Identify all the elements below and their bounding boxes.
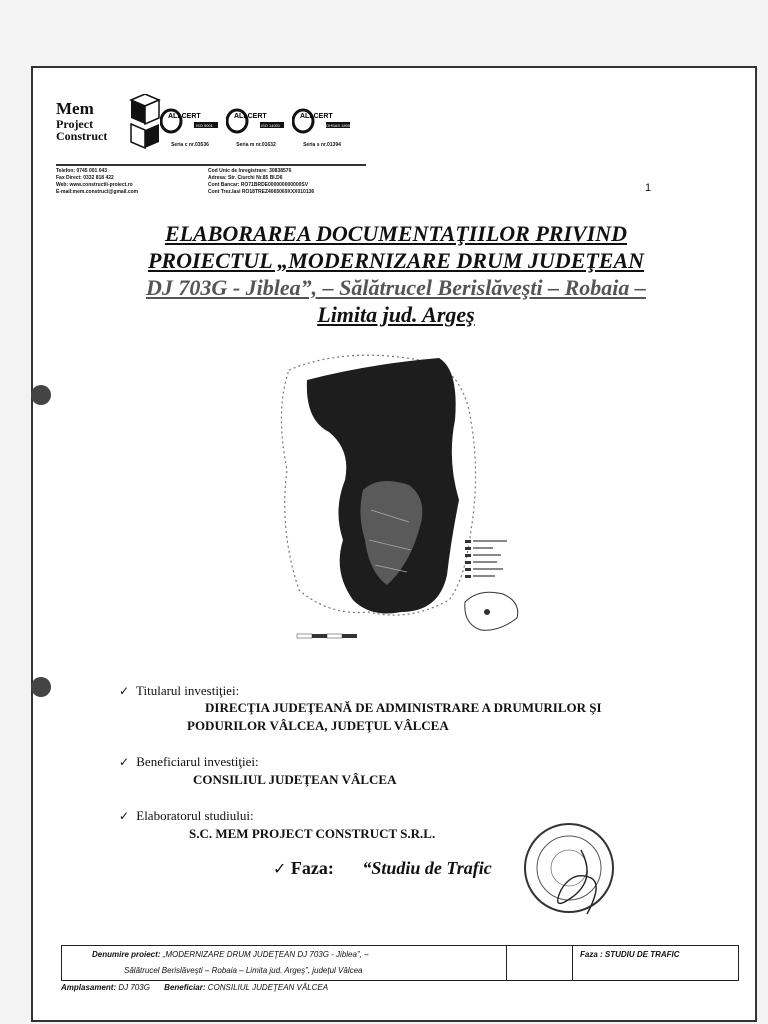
faza-value: “Studiu de Trafic (362, 858, 492, 878)
title-line-2: PROIECTUL „MODERNIZARE DRUM JUDEŢEAN (147, 248, 645, 273)
page-number: 1 (645, 182, 652, 194)
footer-beneficiar-label: Beneficiar: (164, 983, 206, 992)
cert-iso14001 (226, 108, 286, 148)
footer-denumire-label: Denumire proiect: (92, 950, 161, 959)
title-line-1: ELABORAREA DOCUMENTAŢIILOR PRIVIND (164, 221, 628, 246)
header-divider (56, 164, 366, 166)
footer-denumire-line-2: Sălătrucel Berislăveşti – Robaia – Limita jud. Argeş”, judeţul Vâlcea (124, 966, 363, 975)
svg-text:ALLCERT: ALLCERT (300, 113, 333, 120)
company-logo-text (56, 100, 107, 143)
contact-web: Web: www.constructii-proiect.ro (56, 182, 133, 188)
check-icon: ✓ (119, 809, 130, 823)
titular-value-line-1: DIRECŢIA JUDEŢEANĂ DE ADMINISTRARE A DRUMURILOR ŞI (205, 700, 602, 715)
section-label: Beneficiarul investiţiei: (136, 754, 259, 769)
check-icon: ✓ (273, 859, 287, 878)
cert-series: Seria m nr.01632 (236, 142, 276, 148)
logo-line-1: Mem (56, 99, 94, 118)
punch-hole (31, 677, 51, 697)
footer-table (61, 945, 739, 981)
svg-text:ALLCERT: ALLCERT (234, 113, 267, 120)
certifications (160, 108, 352, 148)
title-line-4: Limita jud. Argeş (317, 302, 475, 327)
svg-text:ISO 9001: ISO 9001 (196, 123, 213, 128)
section-label: Titularul investiţiei: (136, 683, 240, 698)
footer-denumire (92, 950, 369, 959)
footer-amplasament-value: DJ 703G (118, 983, 150, 992)
check-icon: ✓ (119, 684, 130, 698)
cert-iso9001 (160, 108, 220, 148)
elaborator-value: S.C. MEM PROJECT CONSTRUCT S.R.L. (189, 826, 436, 841)
mem-logo-cube-icon (127, 94, 163, 154)
footer-amplasament-label: Amplasament: (61, 983, 117, 992)
svg-text:ALLCERT: ALLCERT (168, 113, 201, 120)
footer-beneficiar-value: CONSILIUL JUDEŢEAN VÂLCEA (207, 983, 329, 992)
footer-denumire-line-1: „MODERNIZARE DRUM JUDEŢEAN DJ 703G - Jiblea”, – (162, 950, 369, 959)
section-label: Elaboratorul studiului: (136, 808, 254, 823)
cert-series: Seria c nr.03536 (171, 142, 209, 148)
footer-divider (572, 946, 573, 980)
allcert-badge-icon (226, 108, 286, 134)
contact-bank: Cont Bancar: RO71BRDE000000000000SV (208, 182, 309, 188)
logo-line-3: Construct (56, 129, 108, 144)
allcert-badge-icon (292, 108, 352, 134)
contact-left (56, 168, 138, 196)
contact-cui: Cod Unic de Inregistrare: 30838576 (208, 168, 292, 174)
section-elaborator (119, 808, 254, 824)
svg-text:ISO 14001: ISO 14001 (261, 123, 281, 128)
faza-line (273, 858, 492, 879)
contact-phone: Telefon: 0745 001 043 (56, 168, 108, 174)
letterhead (42, 78, 372, 198)
footer-faza: Faza : STUDIU DE TRAFIC (580, 950, 680, 959)
logo-line-2: Project (56, 116, 94, 131)
check-icon: ✓ (119, 755, 130, 769)
section-beneficiar (119, 754, 259, 770)
contact-right (208, 168, 314, 196)
cert-series: Seria s nr.01394 (303, 142, 341, 148)
county-map-image (259, 350, 519, 650)
svg-text:OHSAS 18001: OHSAS 18001 (326, 123, 352, 128)
beneficiar-value: CONSILIUL JUDEŢEAN VÂLCEA (193, 772, 397, 787)
map-legend (465, 540, 507, 578)
footer-amplasament-line (61, 983, 328, 992)
allcert-badge-icon (160, 108, 220, 134)
company-stamp-image (521, 820, 617, 916)
faza-label: Faza: (290, 858, 334, 878)
section-titular (119, 683, 239, 699)
contact-email: E-mail:mem.construct@gmail.com (56, 189, 139, 195)
contact-address: Adresa: Str. Ciurchi Nr.85 Bl.D6 (208, 175, 283, 181)
contact-treasury: Cont Trez.Iasi RO18TREZ4065069XXX010136 (208, 189, 315, 195)
footer-divider (506, 946, 507, 980)
document-page (31, 66, 757, 1022)
punch-hole (31, 385, 51, 405)
contact-fax: Fax Direct: 0332 818 422 (56, 175, 114, 181)
title-line-3: DJ 703G - Jiblea”, – Sălătrucel Berislăveşti – Robaia – (146, 275, 646, 300)
cert-ohsas18001 (292, 108, 352, 148)
titular-value-line-2: PODURILOR VÂLCEA, JUDEŢUL VÂLCEA (187, 718, 449, 733)
